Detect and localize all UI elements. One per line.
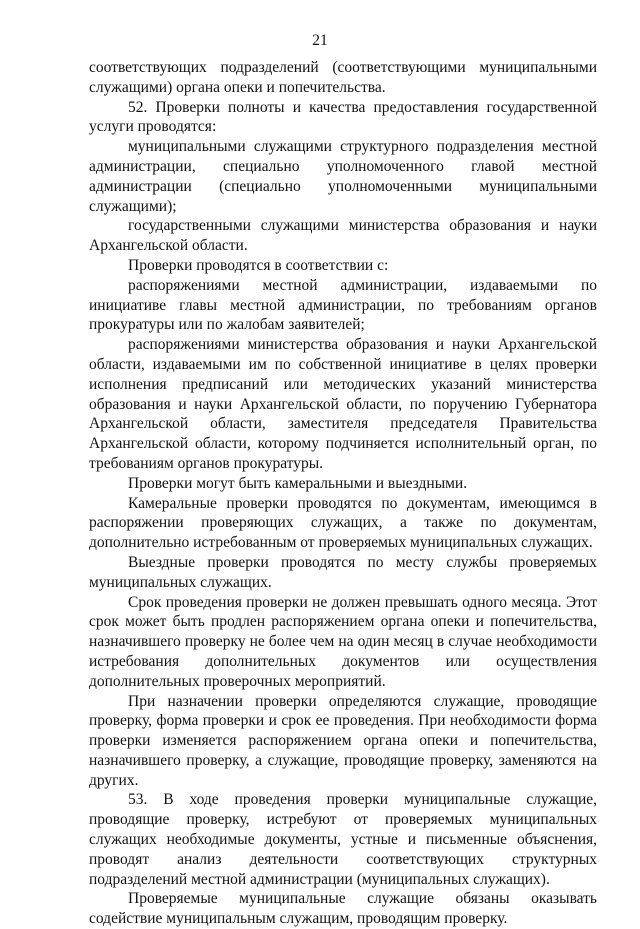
paragraph: соответствующих подразделений (соответствующими муниципальными служащими) органа опеки и попечительства. (89, 59, 597, 96)
paragraph: Срок проведения проверки не должен превышать одного месяца. Этот срок может быть продлен распоряжением органа опеки и попечительства, назначившего проверку не более чем на один месяц в случае необходимости истребования дополнительных документов или осуществления дополнительных проверочных мероприятий. (89, 593, 597, 690)
page-number: 21 (312, 32, 328, 49)
paragraph: Проверки могут быть камеральными и выездными. (128, 474, 468, 492)
paragraph: распоряжениями местной администрации, издаваемыми по инициативе главы местной администрации, по требованиям органов прокуратуры или по жалобам заявителей; (89, 276, 597, 334)
paragraph: Камеральные проверки проводятся по документам, имеющимся в распоряжении проверяющих служащих, а также по документам, дополнительно истребованным от проверяемых муниципальных служащих. (89, 494, 597, 552)
paragraph: распоряжениями министерства образования и науки Архангельской области, издаваемыми им по собственной инициативе в целях проверки исполнения предписаний или методических указаний министерства образования и науки Архангельской области, по поручению Губернатора Архангельской области, заместителя председателя Правительства Архангельской области, которому подчиняется исполнительный орган, по требованиям органов прокуратуры. (89, 336, 597, 472)
paragraph: государственными служащими министерства образования и науки Архангельской области. (89, 217, 597, 255)
paragraph: муниципальными служащими структурного подразделения местной администрации, специально уполномоченного главой местной администрации (специально уполномоченными муниципальными служащими); (89, 138, 597, 215)
paragraph: 52. Проверки полноты и качества предоставления государственной услуги проводятся: (89, 98, 597, 136)
paragraph: Выездные проверки проводятся по месту службы проверяемых муниципальных служащих. (89, 553, 597, 591)
paragraph: Проверки проводятся в соответствии с: (128, 256, 389, 274)
paragraph: Проверяемые муниципальные служащие обязаны оказывать содействие муниципальным служащим, проводящим проверку. (89, 890, 597, 928)
paragraph: 53. В ходе проведения проверки муниципальные служащие, проводящие проверку, истребуют от проверяемых муниципальных служащих необходимые документы, устные и письменные объяснения, проводят анализ деятельности соответствующих структурных подразделений местной администрации (муниципальных служащих). (89, 791, 597, 888)
paragraph: При назначении проверки определяются служащие, проводящие проверку, форма проверки и срок ее проведения. При необходимости форма проверки изменяется распоряжением органа опеки и попечительства, назначившего проверку, а служащие, проводящие проверку, заменяются на других. (89, 692, 597, 789)
document-body (89, 58, 597, 929)
